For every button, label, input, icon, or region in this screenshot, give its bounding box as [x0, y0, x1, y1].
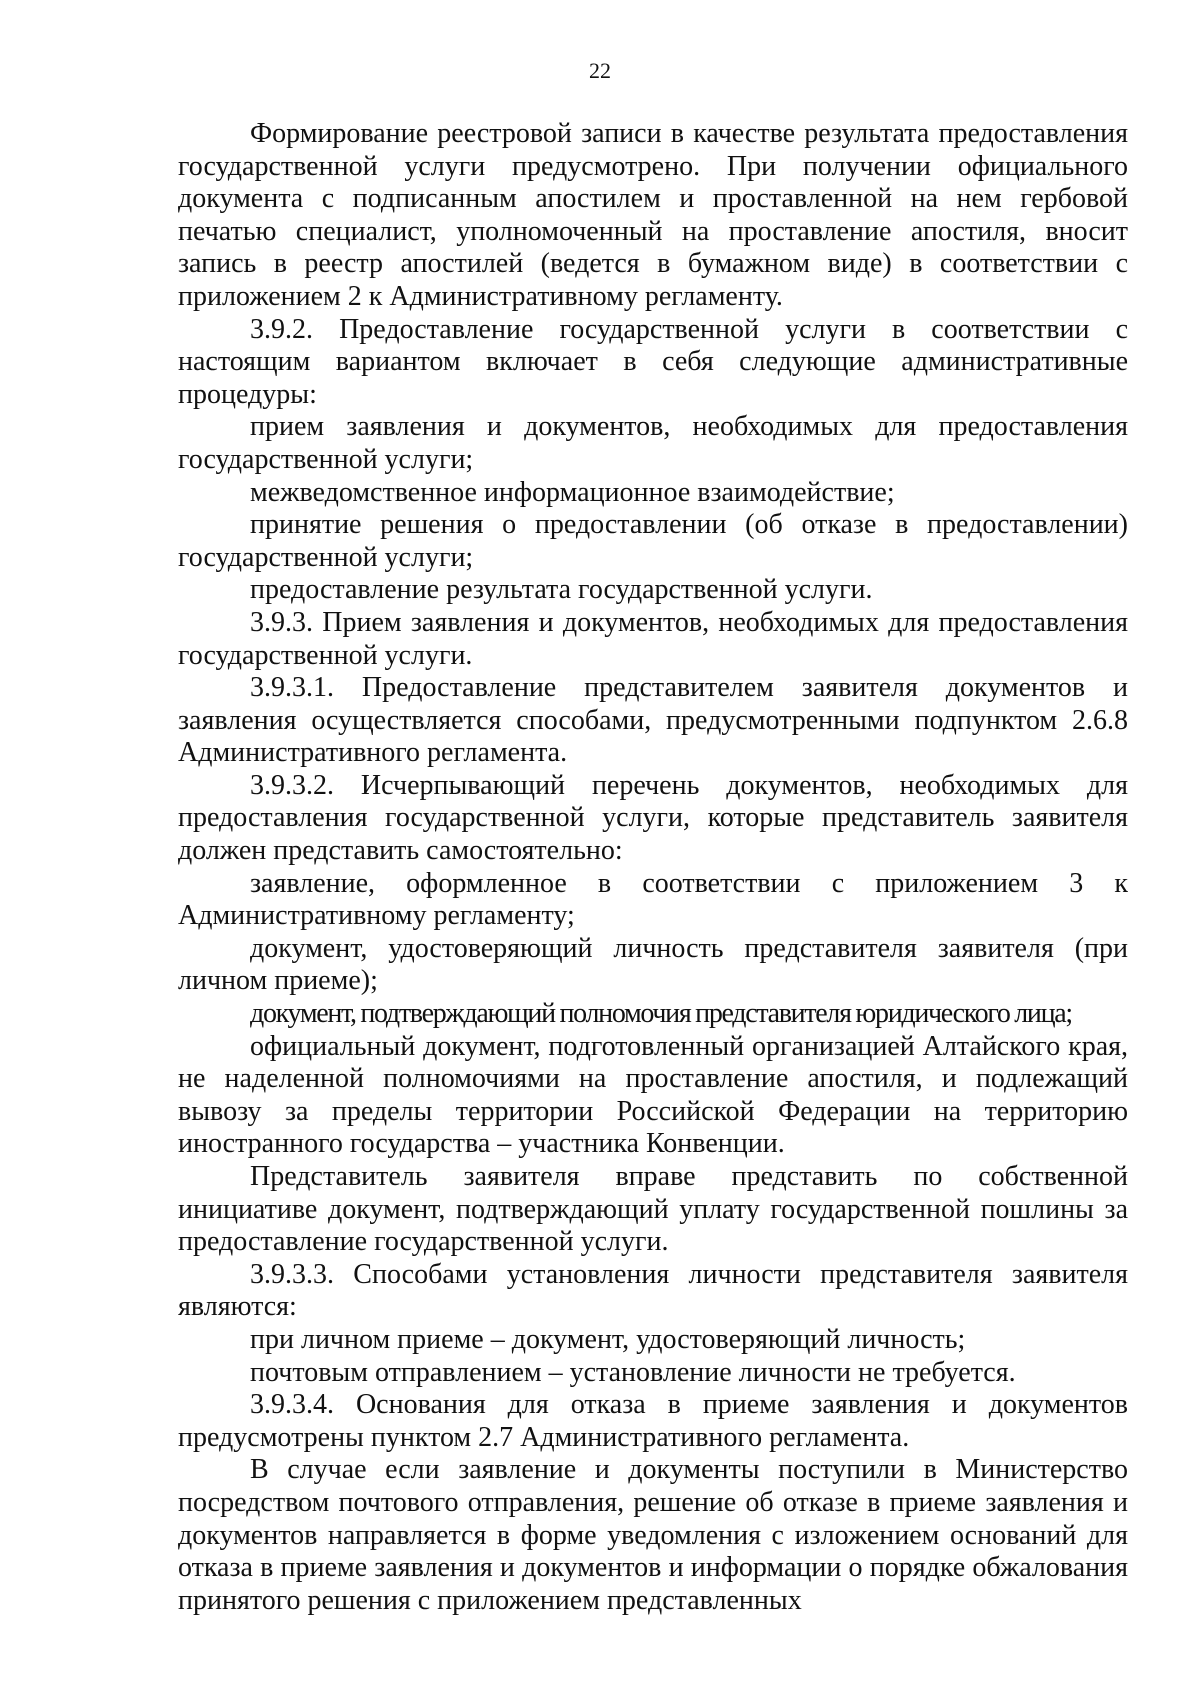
document-body: [178, 118, 1128, 1617]
list-item-procedure-decision: принятие решения о предоставлении (об отказе в предоставлении) государственной услуги;: [178, 509, 1128, 573]
paragraph-3-9-2: 3.9.2. Предоставление государственной услуги в соответствии с настоящим вариантом включает в себя следующие административные процедуры:: [178, 313, 1128, 410]
list-item-document-application: заявление, оформленное в соответствии с приложением 3 к Административному регламенту;: [178, 867, 1128, 932]
list-item-document-identity: документ, удостоверяющий личность представителя заявителя (при личном приеме);: [178, 932, 1128, 997]
list-item-procedure-interaction: межведомственное информационное взаимодействие;: [250, 476, 895, 508]
list-item-procedure-reception: прием заявления и документов, необходимых для предоставления государственной услуги;: [178, 411, 1128, 475]
paragraph-registry-record: Формирование реестровой записи в качестве результата предоставления государственной услуги предусмотрено. При получении официального документа с подписанным апостилем и проставленной на нем гербовой печатью специалист, уполномоченный на проставление апостиля, вносит запись в реестр апостилей (ведется в бумажном виде) в соответствии с приложением 2 к Административному регламенту.: [178, 118, 1128, 312]
paragraph-3-9-3-1: 3.9.3.1. Предоставление представителем заявителя документов и заявления осуществляется способами, предусмотренными подпунктом 2.6.8 Административного регламента.: [178, 672, 1128, 769]
page-number: 22: [589, 58, 611, 83]
list-item-procedure-result: предоставление результата государственной услуги.: [250, 574, 873, 606]
list-item-identity-postal: почтовым отправлением – установление личности не требуется.: [250, 1356, 1016, 1388]
paragraph-3-9-3: 3.9.3. Прием заявления и документов, необходимых для предоставления государственной услуги.: [178, 606, 1128, 671]
paragraph-3-9-3-2: 3.9.3.2. Исчерпывающий перечень документов, необходимых для предоставления государственной услуги, которые представитель заявителя должен представить самостоятельно:: [178, 769, 1128, 867]
list-item-document-official: официальный документ, подготовленный организацией Алтайского края, не наделенной полномочиями на проставление апостиля, и подлежащий вывозу за пределы территории Российской Федерации на территорию иностранного государства – участника Конвенции.: [178, 1030, 1128, 1160]
list-item-identity-personal: при личном приеме – документ, удостоверяющий личность;: [250, 1323, 966, 1355]
paragraph-postal-refusal: В случае если заявление и документы поступили в Министерство посредством почтового отправления, решение об отказе в приеме заявления и документов направляется в форме уведомления с изложением оснований для отказа в приеме заявления и документов и информации о порядке обжалования принятого решения с приложением представленных: [178, 1454, 1128, 1616]
paragraph-state-fee: Представитель заявителя вправе представить по собственной инициативе документ, подтверждающий уплату государственной пошлины за предоставление государственной услуги.: [178, 1161, 1128, 1258]
list-item-document-authority: документ, подтверждающий полномочия представителя юридического лица;: [250, 998, 1072, 1030]
paragraph-3-9-3-3: 3.9.3.3. Способами установления личности представителя заявителя являются:: [178, 1258, 1128, 1323]
paragraph-3-9-3-4: 3.9.3.4. Основания для отказа в приеме заявления и документов предусмотрены пунктом 2.7 Административного регламента.: [178, 1389, 1128, 1453]
